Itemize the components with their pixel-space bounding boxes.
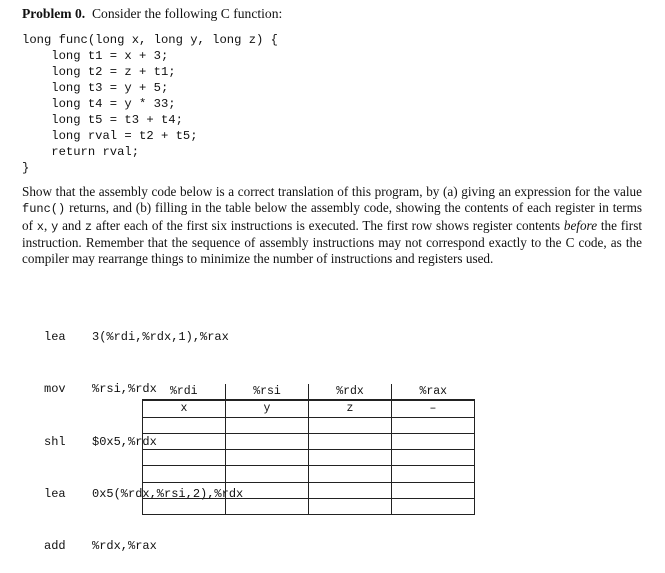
- c-code-line: long t3 = y + 5;: [22, 81, 169, 95]
- table-cell[interactable]: [226, 433, 309, 449]
- paragraph-text: Show that the assembly code below is a correct translation of this program, by (a) giving an expression for the value: [22, 184, 642, 199]
- asm-op: mov: [44, 382, 66, 397]
- header-rdi: %rdi: [143, 384, 226, 400]
- cell-rsi-initial: y: [226, 400, 309, 417]
- table-header-row: [143, 384, 475, 400]
- problem-title: [22, 6, 282, 22]
- var-z-code: z: [84, 219, 93, 234]
- var-x-code: x: [36, 219, 44, 234]
- table-row-empty: [143, 417, 475, 433]
- asm-args: %rsi,%rdx: [92, 382, 157, 397]
- table-cell[interactable]: [143, 433, 226, 449]
- paragraph-text: and: [58, 217, 85, 233]
- table-row-initial: [143, 400, 475, 417]
- table-cell[interactable]: [392, 433, 475, 449]
- table-row-empty: [143, 433, 475, 449]
- asm-line: [44, 330, 243, 346]
- asm-op: lea: [44, 486, 66, 501]
- paragraph-text: after each of the first six instructions is executed. The first row shows register contents: [92, 217, 564, 233]
- table-cell[interactable]: [309, 417, 392, 433]
- c-code-line: long t1 = x + 3;: [22, 49, 169, 63]
- asm-args: %rdx,%rax: [92, 539, 157, 554]
- asm-args: 0x5(%rdx,%rsi,2),%rdx: [92, 486, 244, 501]
- table-row-empty: [143, 482, 475, 498]
- table-cell[interactable]: [392, 499, 475, 515]
- asm-args: $0x5,%rdx: [92, 434, 157, 449]
- table-cell[interactable]: [143, 482, 226, 498]
- c-code-line: return rval;: [22, 145, 140, 159]
- table-cell[interactable]: [309, 466, 392, 482]
- table-cell[interactable]: [226, 417, 309, 433]
- c-code-line: }: [22, 161, 30, 175]
- asm-op: add: [44, 539, 66, 554]
- var-y-code: y: [51, 219, 59, 234]
- table-cell[interactable]: [309, 482, 392, 498]
- header-rdx: %rdx: [309, 384, 392, 400]
- table-cell[interactable]: [309, 499, 392, 515]
- paragraph-text: returns, and (b) filling in the table below the assembly code, showing the contents of each register in terms of: [22, 200, 642, 233]
- table-cell[interactable]: [226, 450, 309, 466]
- paragraph-text: the first instruction. Remember that the sequence of assembly instructions may not correspond exactly to the C code, as the compiler may rearrange things to minimize the number of instructions and registers used.: [22, 217, 642, 267]
- table-cell[interactable]: [226, 482, 309, 498]
- c-code-line: long func(long x, long y, long z) {: [22, 33, 278, 47]
- instructions-paragraph: [22, 184, 642, 267]
- c-code-line: long rval = t2 + t5;: [22, 129, 198, 143]
- table-cell[interactable]: [309, 433, 392, 449]
- paragraph-text: ,: [43, 217, 52, 233]
- table-cell[interactable]: [226, 466, 309, 482]
- table-cell[interactable]: [392, 450, 475, 466]
- c-code-line: long t4 = y * 33;: [22, 97, 176, 111]
- c-code-line: long t2 = z + t1;: [22, 65, 176, 79]
- table-cell[interactable]: [143, 417, 226, 433]
- table-cell[interactable]: [392, 482, 475, 498]
- cell-rax-initial: –: [392, 400, 475, 417]
- asm-op: lea: [44, 330, 66, 344]
- table-cell[interactable]: [143, 450, 226, 466]
- register-table: [142, 384, 475, 515]
- c-code-line: long t5 = t3 + t4;: [22, 113, 183, 127]
- cell-rdi-initial: x: [143, 400, 226, 417]
- table-row-empty: [143, 466, 475, 482]
- table-cell[interactable]: [226, 499, 309, 515]
- table-cell[interactable]: [392, 417, 475, 433]
- table-cell[interactable]: [309, 450, 392, 466]
- cell-rdx-initial: z: [309, 400, 392, 417]
- asm-line: [44, 539, 243, 555]
- problem-number: Problem 0.: [22, 6, 86, 21]
- header-rax: %rax: [392, 384, 475, 400]
- header-rsi: %rsi: [226, 384, 309, 400]
- func-call-code: func(): [22, 202, 66, 217]
- table-cell[interactable]: [143, 466, 226, 482]
- table-row-empty: [143, 499, 475, 515]
- table-row-empty: [143, 450, 475, 466]
- asm-args: 3(%rdi,%rdx,1),%rax: [92, 330, 229, 344]
- asm-op: shl: [44, 434, 66, 449]
- problem-intro: Consider the following C function:: [91, 6, 283, 21]
- table-cell[interactable]: [143, 499, 226, 515]
- emphasis-before: before: [563, 217, 598, 233]
- table-cell[interactable]: [392, 466, 475, 482]
